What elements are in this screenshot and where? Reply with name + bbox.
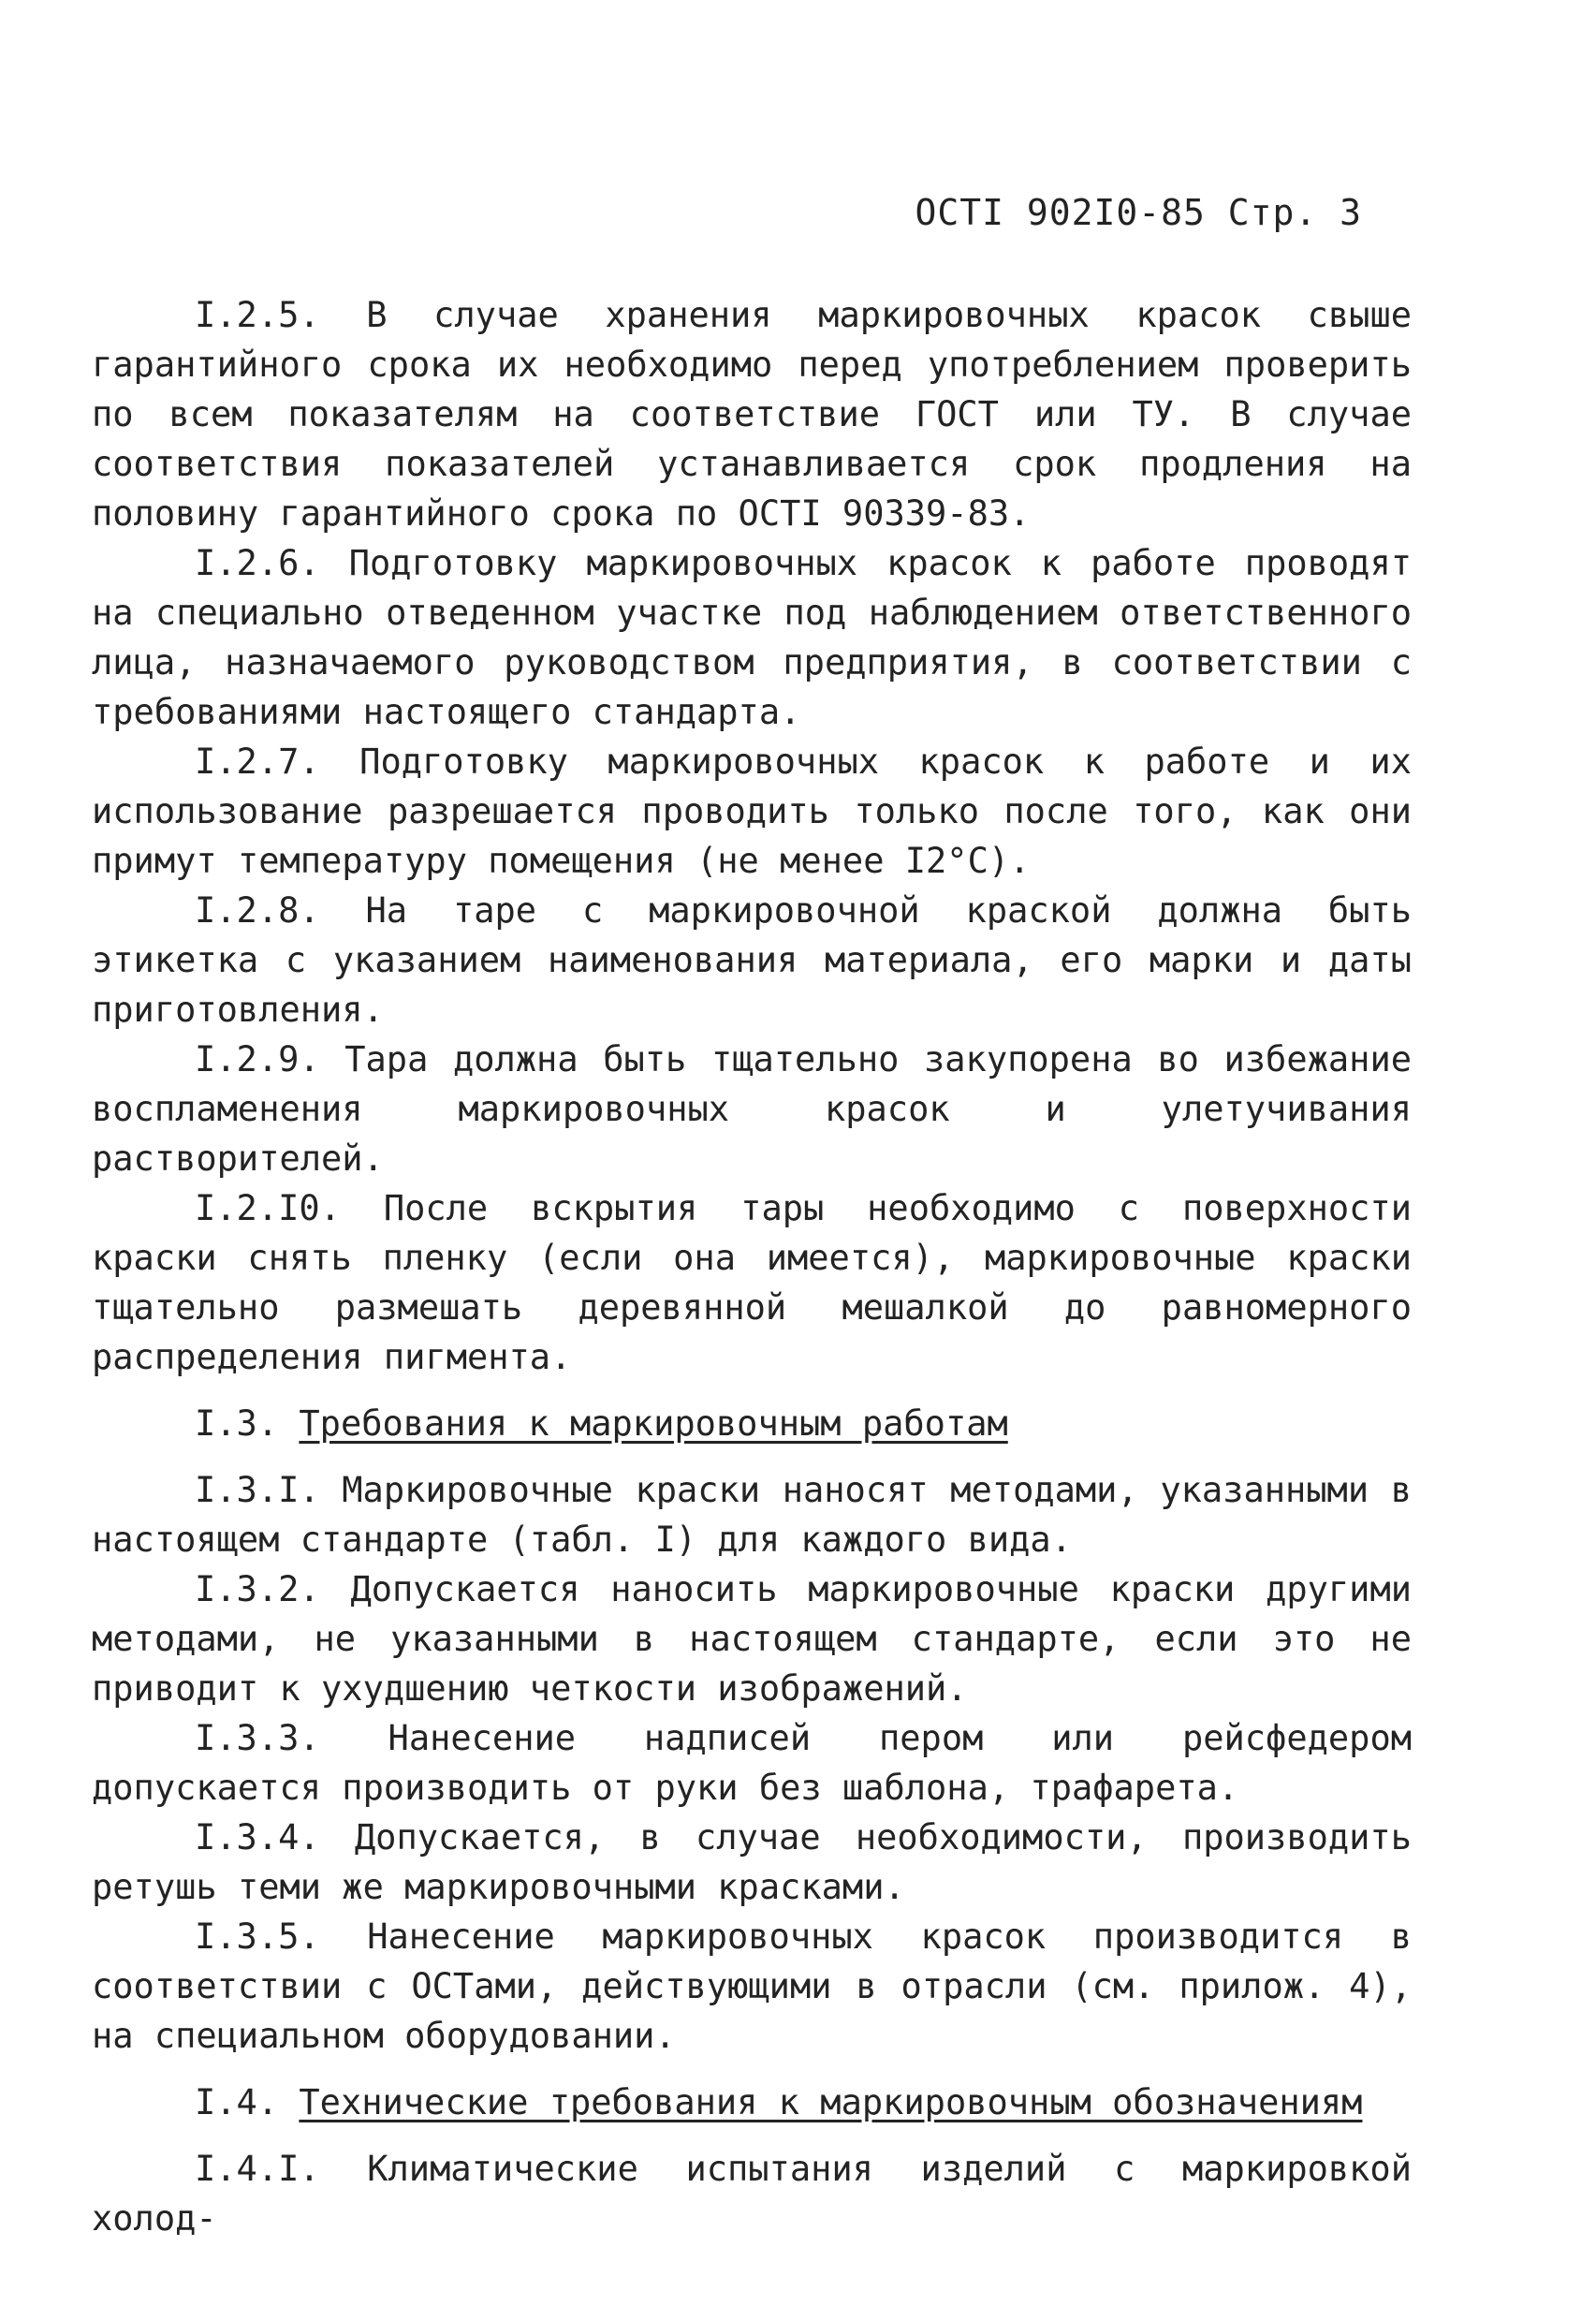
section-number: I.3.: [195, 1403, 279, 1444]
paragraph-1-2-5: I.2.5. В случае хранения маркировочных красок свыше гарантийного срока их необходимо перед употреблением проверить по всем показателям на соответствие ГОСТ или ТУ. В случае соответствия показателей устанавливается срок продления на половину гарантийного срока по ОСТI 90339-83.: [92, 295, 1412, 534]
paragraph-1-2-6: I.2.6. Подготовку маркировочных красок к работе проводят на специально отведенном участке под наблюдением ответственного лица, назначаемого руководством предприятия, в соответствии с требованиями настоящего стандарта.: [92, 543, 1412, 732]
paragraph-1-3-2: I.3.2. Допускается наносить маркировочные краски другими методами, не указанными в настоящем стандарте, если это не приводит к ухудшению четкости изображений.: [92, 1569, 1412, 1709]
paragraph-1-2-10: I.2.I0. После вскрытия тары необходимо с поверхности краски снять пленку (если она имеется), маркировочные краски тщательно размешать деревянной мешалкой до равномерного распределения пигмента.: [92, 1188, 1412, 1377]
paragraph-1-4-1: I.4.I. Климатические испытания изделий с маркировкой холод-: [92, 2149, 1412, 2239]
page-header: ОСТI 902I0-85 Стр. 3: [915, 192, 1362, 233]
section-heading-1-3: [92, 1399, 1412, 1448]
paragraph-1-3-4: I.3.4. Допускается, в случае необходимости, производить ретушь теми же маркировочными красками.: [92, 1817, 1412, 1907]
section-title: Технические требования к маркировочным обозначениям: [299, 2082, 1363, 2122]
document-body: [92, 290, 1412, 2243]
paragraph-1-2-9: I.2.9. Тара должна быть тщательно закупорена во избежание воспламенения маркировочных красок и улетучивания растворителей.: [92, 1039, 1412, 1179]
paragraph-1-3-1: I.3.I. Маркировочные краски наносят методами, указанными в настоящем стандарте (табл. I) для каждого вида.: [92, 1470, 1412, 1560]
section-number: I.4.: [195, 2082, 279, 2122]
section-heading-1-4: [92, 2078, 1412, 2127]
paragraph-1-3-5: I.3.5. Нанесение маркировочных красок производится в соответствии с ОСТами, действующими в отрасли (см. прилож. 4), на специальном оборудовании.: [92, 1916, 1412, 2056]
paragraph-1-2-8: I.2.8. На таре с маркировочной краской должна быть этикетка с указанием наименования материала, его марки и даты приготовления.: [92, 890, 1412, 1030]
section-title: Требования к маркировочным работам: [299, 1403, 1008, 1444]
paragraph-1-3-3: I.3.3. Нанесение надписей пером или рейсфедером допускается производить от руки без шаблона, трафарета.: [92, 1718, 1412, 1808]
paragraph-1-2-7: I.2.7. Подготовку маркировочных красок к работе и их использование разрешается проводить только после того, как они примут температуру помещения (не менее I2°С).: [92, 742, 1412, 881]
